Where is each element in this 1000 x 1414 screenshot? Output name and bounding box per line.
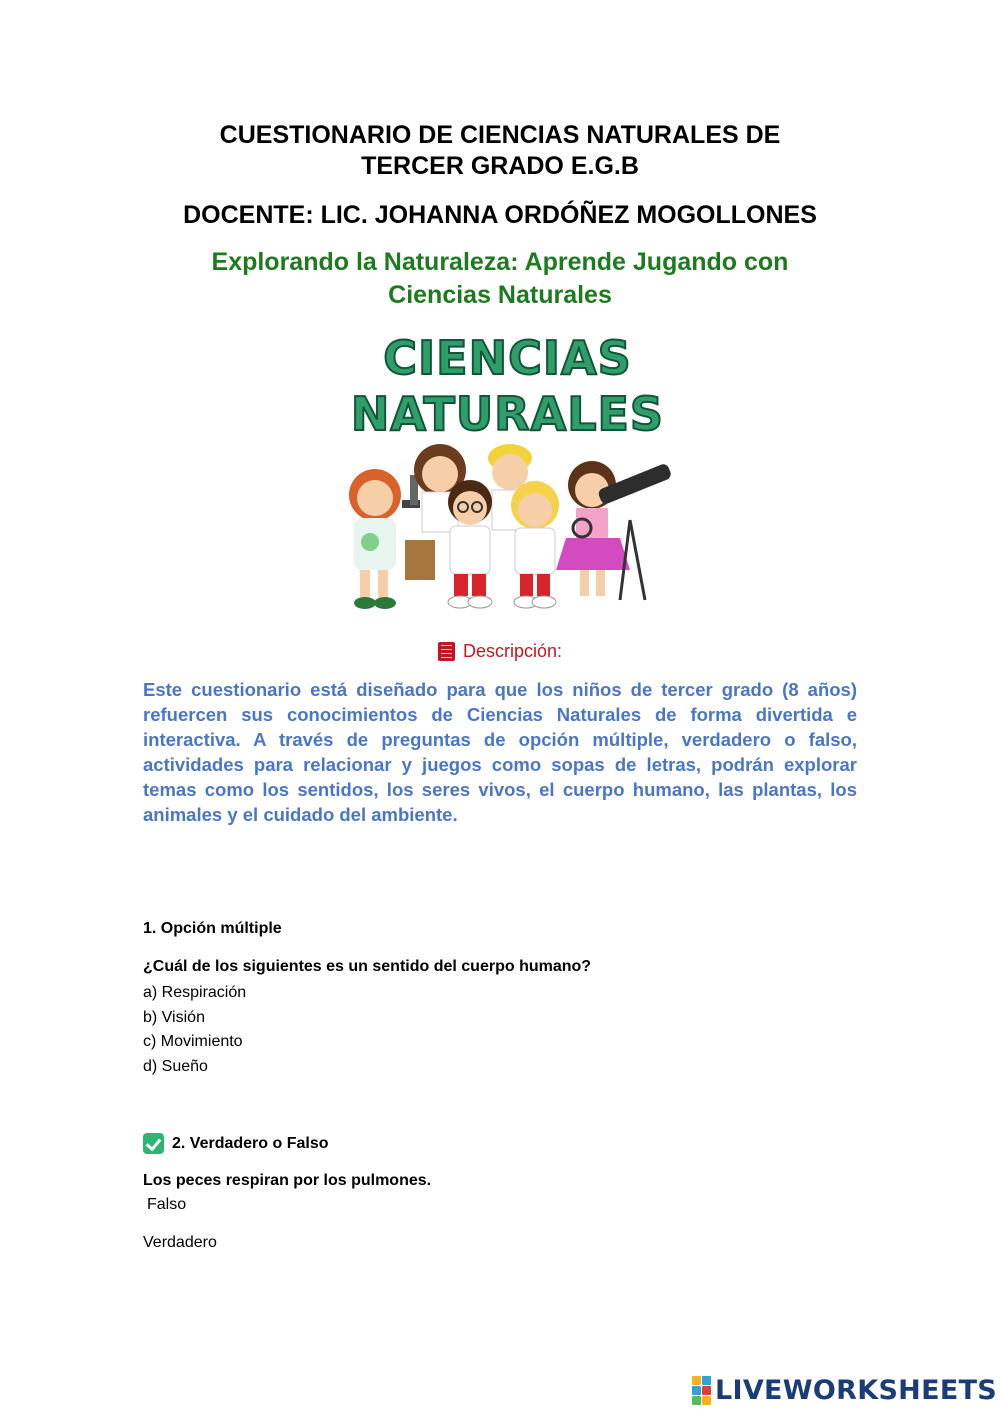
liveworksheets-logo[interactable] xyxy=(692,1372,997,1408)
subtitle-line-1: Explorando la Naturaleza: Aprende Jugando con xyxy=(211,248,789,276)
option-b[interactable]: b) Visión xyxy=(143,1008,205,1026)
liveworksheets-mark-icon xyxy=(692,1376,711,1405)
question-1-options xyxy=(143,981,246,1079)
question-1-heading: 1. Opción múltiple xyxy=(143,920,282,937)
brand-name: LIVEWORKSHEETS xyxy=(715,1374,998,1406)
kids-scientists-illustration xyxy=(330,440,685,615)
description-label: Descripción: xyxy=(463,640,563,661)
question-1-text: ¿Cuál de los siguientes es un sentido del cuerpo humano? xyxy=(143,958,592,975)
answer-verdadero[interactable]: Verdadero xyxy=(143,1234,217,1251)
subtitle xyxy=(160,246,840,312)
question-2-heading xyxy=(143,1133,329,1154)
cover-illustration xyxy=(330,325,685,615)
teacher-name: DOCENTE: LIC. JOHANNA ORDÓÑEZ MOGOLLONES xyxy=(183,201,817,229)
option-c[interactable]: c) Movimiento xyxy=(143,1033,243,1050)
description-heading xyxy=(438,638,562,664)
cover-word-naturales: NATURALES xyxy=(350,387,665,441)
girl-telescope-figure xyxy=(556,461,673,600)
question-2-text: Los peces respiran por los pulmones. xyxy=(143,1172,432,1189)
option-d[interactable]: d) Sueño xyxy=(143,1057,208,1075)
boy-center-figure xyxy=(448,480,492,608)
question-2-heading-label: 2. Verdadero o Falso xyxy=(172,1134,329,1152)
description-text: Este cuestionario está diseñado para que los niños de tercer grado (8 años) refuercen sus conocimientos de Ciencias Naturales de forma divertida e interactiva. A través de preguntas de opción múltiple, verdadero o falso, actividades para relacionar y juegos como sopas de letras, podrán explorar temas como los sentidos, los seres vivos, el cuerpo humano, las plantas, los animales y el cuidado del ambiente. xyxy=(143,679,857,825)
check-icon xyxy=(143,1133,164,1154)
page-title xyxy=(140,120,860,182)
book-icon xyxy=(438,642,455,661)
option-a[interactable]: a) Respiración xyxy=(143,984,247,1001)
answer-falso[interactable]: Falso xyxy=(147,1196,187,1213)
title-line-1: CUESTIONARIO DE CIENCIAS NATURALES DE xyxy=(219,121,781,149)
cover-word-ciencias: CIENCIAS xyxy=(383,331,632,385)
girl-blonde-figure xyxy=(511,481,559,608)
girl-left-figure xyxy=(349,469,401,609)
subtitle-line-2: Ciencias Naturales xyxy=(388,281,612,309)
title-line-2: TERCER GRADO E.G.B xyxy=(361,152,639,180)
